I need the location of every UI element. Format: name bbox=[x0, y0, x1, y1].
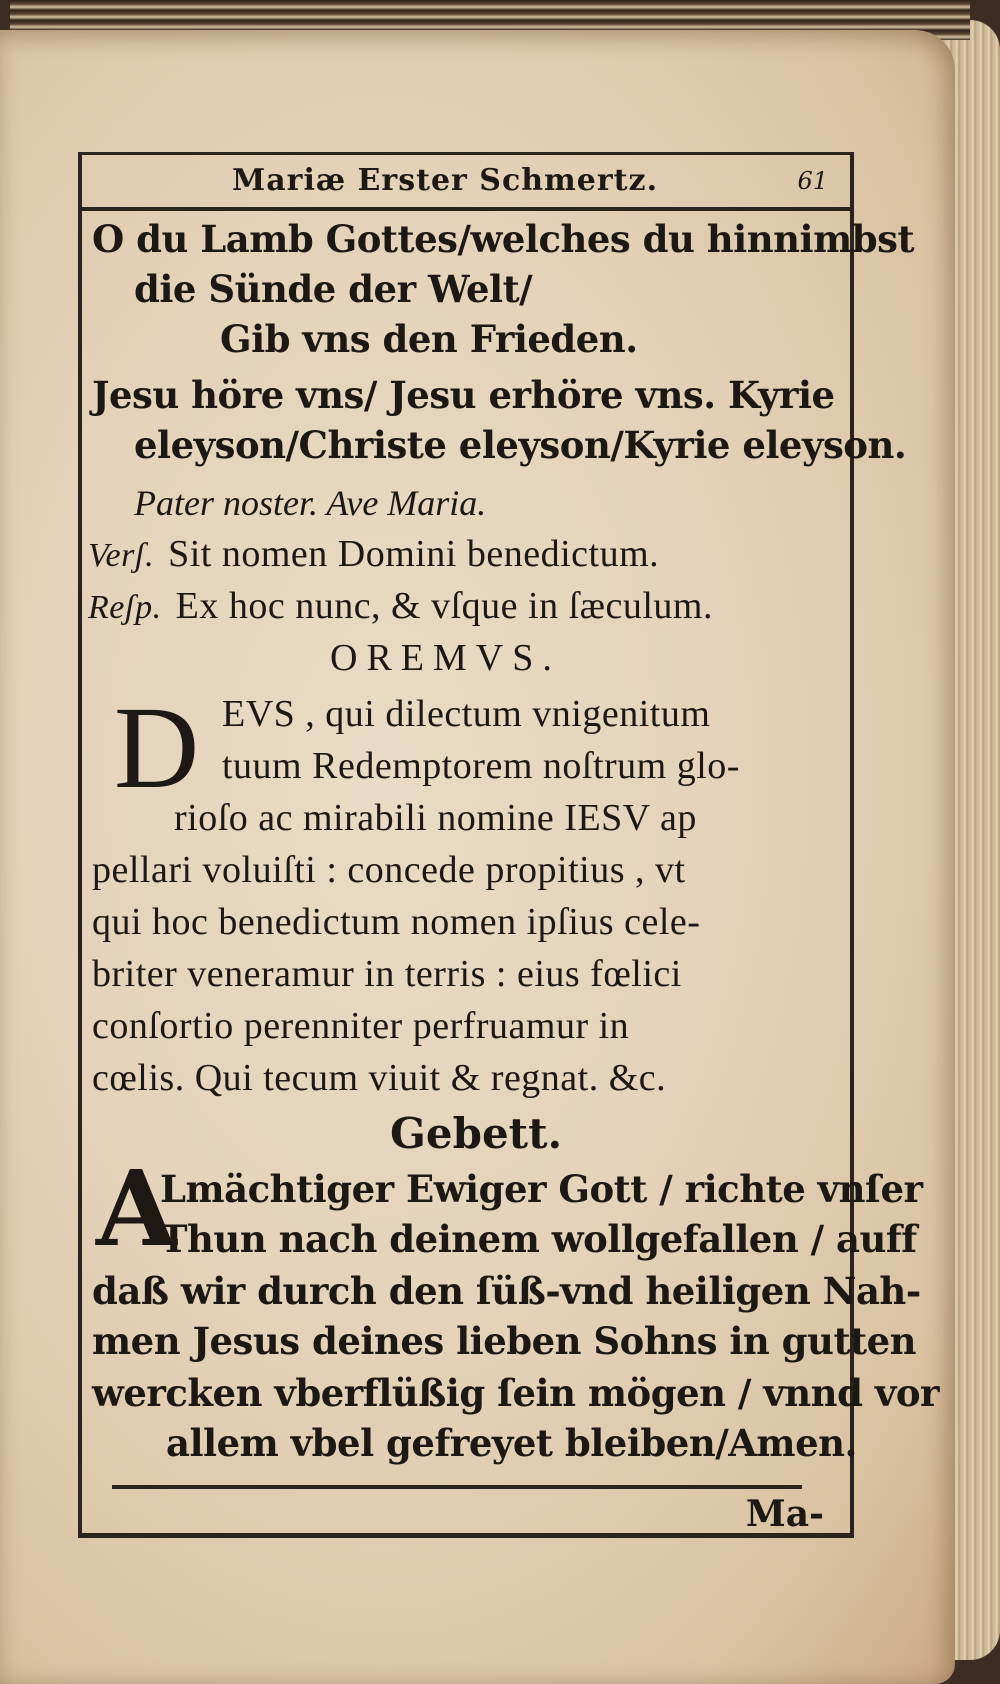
versicle-label: Verʃ. bbox=[88, 537, 155, 574]
kyrie-line-1: Jesu höre vns/ Jesu erhöre vns. Kyrie bbox=[92, 373, 835, 417]
prayer-line-1: EVS , qui dilectum vnigenitum bbox=[222, 693, 711, 735]
prayer-line-7: conſortio perenniter perfruamur in bbox=[92, 1005, 630, 1047]
bottom-rule bbox=[112, 1485, 802, 1489]
response-line bbox=[88, 587, 713, 625]
agnus-line-3: Gib vns den Frieden. bbox=[220, 317, 638, 361]
pater-noster-line: Pater noster. Ave Maria. bbox=[134, 483, 487, 523]
response-text: Ex hoc nunc, & vſque in ſæculum. bbox=[175, 585, 713, 627]
prayer-line-8: cœlis. Qui tecum viuit & regnat. &c. bbox=[92, 1057, 667, 1099]
running-head bbox=[82, 155, 850, 211]
gebett-drop-cap: A bbox=[96, 1147, 177, 1270]
prayer-line-4: pellari voluiſti : concede propitius , vt bbox=[92, 849, 686, 891]
kyrie-line-2: eleyson/Christe eleyson/Kyrie eleyson. bbox=[134, 423, 907, 467]
page-title: Mariæ Erster Schmertz. bbox=[232, 163, 659, 198]
gebett-line-4: men Jesus deines lieben Sohns in gutten bbox=[92, 1319, 917, 1363]
gebett-line-3: daß wir durch den ſüß-vnd heiligen Nah- bbox=[92, 1269, 921, 1313]
page-number: 61 bbox=[797, 167, 828, 195]
gebett-line-5: wercken vberflüßig ſein mögen / vnnd vor bbox=[92, 1371, 940, 1415]
gebett-heading: Gebett. bbox=[390, 1109, 563, 1158]
versicle-line bbox=[88, 535, 659, 573]
prayer-line-2: tuum Redemptorem noſtrum glo- bbox=[222, 745, 740, 787]
agnus-line-2: die Sünde der Welt/ bbox=[134, 267, 533, 311]
book-page bbox=[0, 30, 955, 1684]
versicle-text: Sit nomen Domini benedictum. bbox=[168, 533, 660, 575]
prayer-line-3: rioſo ac mirabili nomine IESV ap bbox=[174, 797, 697, 839]
oremus-heading: OREMVS. bbox=[330, 637, 561, 679]
catchword: Ma- bbox=[745, 1493, 824, 1535]
prayer-line-6: briter veneramur in terris : eius fœlici bbox=[92, 953, 682, 995]
gebett-line-6: allem vbel gefreyet bleiben/Amen. bbox=[166, 1421, 857, 1465]
prayer-drop-cap: D bbox=[114, 682, 200, 813]
gebett-line-1: Lmächtiger Ewiger Gott / richte vnſer bbox=[160, 1167, 923, 1211]
gebett-line-2: Thun nach deinem wollgefallen / auff bbox=[160, 1217, 917, 1261]
agnus-line-1: O du Lamb Gottes/welches du hinnimbst bbox=[92, 217, 915, 261]
prayer-line-5: qui hoc benedictum nomen ipſius cele- bbox=[92, 901, 701, 943]
text-frame bbox=[78, 152, 940, 1538]
response-label: Reʃp. bbox=[88, 589, 162, 626]
